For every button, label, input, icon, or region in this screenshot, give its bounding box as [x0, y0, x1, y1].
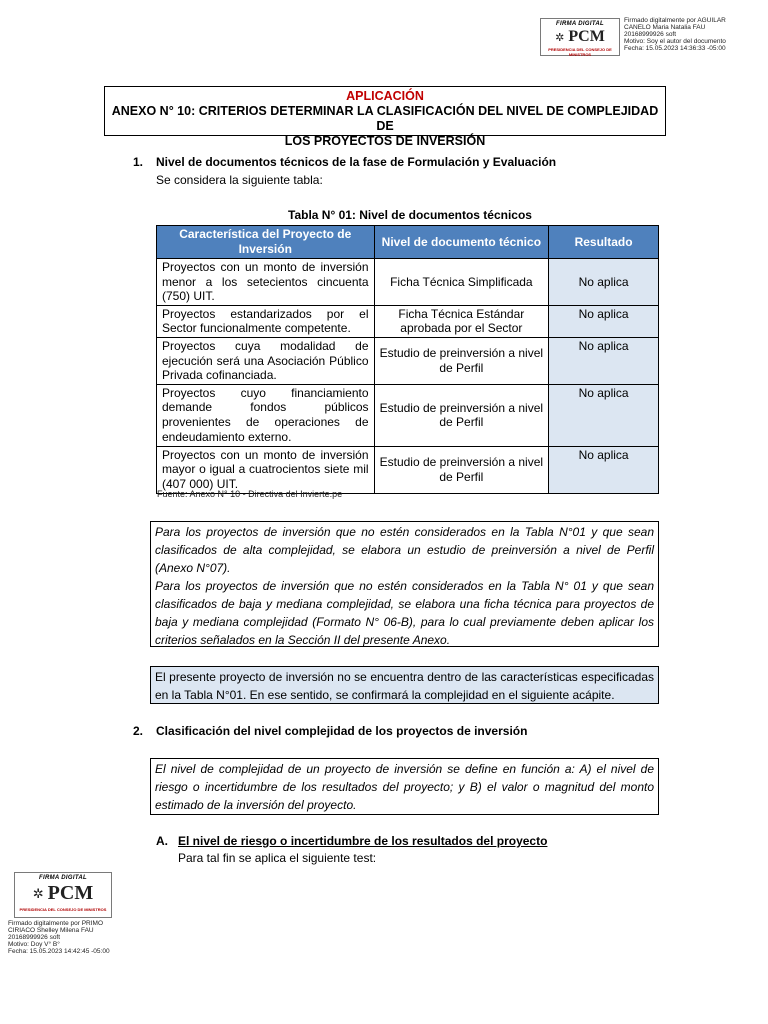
document-level-cell: Ficha Técnica Estándar aprobada por el Sector — [374, 305, 549, 337]
characteristic-cell: Proyectos estandarizados por el Sector funcionalmente competente. — [157, 305, 375, 337]
note-paragraph: Para los proyectos de inversión que no estén considerados en la Tabla N° 01 y que sean clasificados de baja y mediana complejidad, se elabora una ficha técnica para proyectos de baja y mediana complejidad (Formato N° 06-B), para lo cual previamente deben aplicar los criterios señalados en la Sección II del presente Anexo. — [155, 579, 654, 647]
column-header: Nivel de documento técnico — [374, 226, 549, 259]
section-number: 1. — [133, 155, 144, 169]
signature-line: Fecha: 15.05.2023 14:42:45 -05:00 — [8, 948, 110, 955]
table-row — [157, 337, 659, 384]
result-cell: No aplica — [549, 259, 659, 306]
note-paragraph: Para los proyectos de inversión que no estén considerados en la Tabla N°01 y que sean clasificados de alta complejidad, se elabora un estudio de preinversión a nivel de Perfil (Anexo N°07). — [155, 525, 654, 575]
signature-line: CANELO Maria Natalia FAU — [624, 24, 706, 31]
section-title: Clasificación del nivel complejidad de los proyectos de inversión — [156, 724, 528, 738]
table-header-row — [157, 226, 659, 259]
annex-title-line: LOS PROYECTOS DE INVERSIÓN — [284, 134, 486, 148]
annex-title-line: ANEXO N° 10: CRITERIOS DETERMINAR LA CLASIFICACIÓN DEL NIVEL DE COMPLEJIDAD DE — [111, 104, 659, 133]
section-label: APLICACIÓN — [346, 89, 424, 103]
result-cell: No aplica — [549, 446, 659, 493]
characteristic-cell: Proyectos con un monto de inversión mayor o igual a cuatrocientos siete mil (407 000) UIT. — [157, 446, 375, 493]
signature-details — [8, 920, 110, 955]
stamp-footer: PRESIDENCIA DEL CONSEJO DE MINISTROS — [19, 907, 107, 912]
conclusion-box — [150, 666, 659, 704]
characteristic-cell: Proyectos cuya modalidad de ejecución será una Asociación Público Privada cofinanciada. — [157, 337, 375, 384]
table-source: Fuente: Anexo N° 10 - Directiva del Invierte.pe — [157, 489, 343, 499]
signature-line: 20168999926 soft — [624, 31, 677, 38]
column-header: Característica del Proyecto de Inversión — [157, 226, 375, 259]
pcm-wordmark: PCM — [568, 28, 605, 45]
document-level-cell: Estudio de preinversión a nivel de Perfil — [374, 384, 549, 446]
table-row — [157, 305, 659, 337]
digital-signature-stamp — [540, 18, 620, 56]
signature-line: Firmado digitalmente por AGUILAR — [624, 17, 726, 24]
annex-title-box — [104, 86, 666, 148]
subsection-intro: Para tal fin se aplica el siguiente test: — [178, 851, 377, 865]
emblem-icon: ✲ — [32, 885, 44, 901]
table-row — [157, 384, 659, 446]
signature-line: Firmado digitalmente por PRIMO — [8, 920, 104, 927]
criteria-note-box — [150, 521, 659, 647]
result-cell: No aplica — [549, 305, 659, 337]
table-row — [157, 259, 659, 306]
document-level-cell: Estudio de preinversión a nivel de Perfil — [374, 337, 549, 384]
definition-text: El nivel de complejidad de un proyecto de inversión se define en función a: A) el nivel de riesgo o incertidumbre de los resultados del proyecto; y B) el valor o magnitud del monto estimado de la inversión del proyecto. — [155, 762, 654, 812]
subsection-title: El nivel de riesgo o incertidumbre de los resultados del proyecto — [178, 834, 548, 848]
column-header: Resultado — [549, 226, 659, 259]
stamp-footer: PRESIDENCIA DEL CONSEJO DE MINISTROS — [548, 47, 612, 57]
characteristic-cell: Proyectos cuyo financiamiento demande fondos públicos provenientes de operaciones de endeudamiento externo. — [157, 384, 375, 446]
pcm-logo — [541, 28, 619, 46]
document-level-cell: Ficha Técnica Simplificada — [374, 259, 549, 306]
result-cell: No aplica — [549, 337, 659, 384]
digital-signature-stamp — [14, 872, 112, 918]
complexity-definition-box — [150, 758, 659, 815]
conclusion-text: El presente proyecto de inversión no se encuentra dentro de las características especificadas en la Tabla N°01. En ese sentido, se confirmará la complejidad en el siguiente acápite. — [155, 670, 654, 702]
technical-documents-table — [156, 225, 659, 494]
table-row — [157, 446, 659, 493]
emblem-icon: ✲ — [555, 31, 565, 44]
signature-line: CIRIACO Shelley Milena FAU — [8, 927, 94, 934]
stamp-header: FIRMA DIGITAL — [556, 21, 604, 27]
signature-line: Motivo: Soy el autor del documento — [624, 38, 726, 45]
stamp-header: FIRMA DIGITAL — [39, 875, 87, 881]
signature-line: Fecha: 15.05.2023 14:36:33 -05:00 — [624, 45, 726, 52]
signature-details — [624, 17, 726, 52]
section-number: 2. — [133, 724, 144, 738]
characteristic-cell: Proyectos con un monto de inversión menor a los setecientos cincuenta (750) UIT. — [157, 259, 375, 306]
table-caption: Tabla N° 01: Nivel de documentos técnicos — [288, 208, 532, 222]
section-title: Nivel de documentos técnicos de la fase de Formulación y Evaluación — [156, 155, 557, 169]
subsection-letter: A. — [156, 834, 168, 848]
signature-line: 20168999926 soft — [8, 934, 61, 941]
pcm-wordmark: PCM — [47, 882, 94, 904]
signature-line: Motivo: Doy V° B° — [8, 941, 60, 948]
result-cell: No aplica — [549, 384, 659, 446]
pcm-logo — [15, 882, 111, 905]
document-level-cell: Estudio de preinversión a nivel de Perfil — [374, 446, 549, 493]
section-intro: Se considera la siguiente tabla: — [156, 173, 323, 187]
